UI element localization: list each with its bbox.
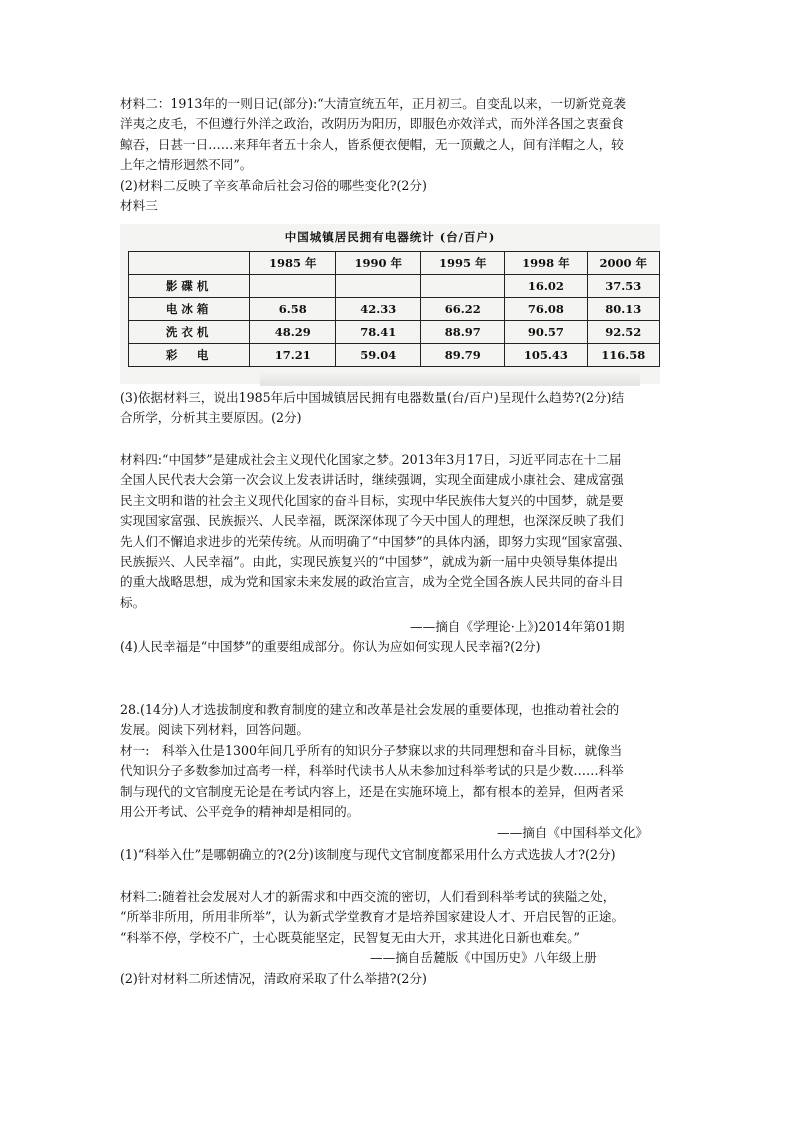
table-cell: 105.43: [505, 344, 587, 367]
text-line: “科举不停，学校不广，士心既莫能坚定，民智复无由大开，求其进化日新也难矣。”: [120, 929, 580, 945]
table-cell: 90.57: [505, 321, 587, 344]
table-row: [129, 275, 660, 298]
row-label: 电冰箱: [129, 298, 250, 321]
text-line: 制与现代的文官制度无论是在考试内容上，还是在实施环境上，都有根本的差异，但两者采: [120, 783, 624, 799]
text-line: 材一: 科举入仕是1300年间几乎所有的知识分子梦寐以求的共同理想和奋斗目标，就像当: [120, 742, 623, 758]
text-line: 民族振兴、人民幸福”。由此，实现民族复兴的“中国梦”，就成为新一届中央领导集体提出: [120, 554, 618, 570]
appliance-table: [128, 251, 660, 367]
row-label: 影碟机: [129, 275, 250, 298]
table-cell: 89.79: [421, 344, 505, 367]
text-line: (4)人民幸福是“中国梦”的重要组成部分。你认为应如何实现人民幸福?(2分): [120, 639, 541, 654]
text-line: 用公开考试、公平竞争的精神却是相同的。: [120, 804, 360, 820]
header-cell: 1995 年: [421, 252, 505, 275]
text-line: 材料二:随着社会发展对人才的新需求和中西交流的密切，人们看到科举考试的狭隘之处，: [120, 889, 616, 904]
text-line: 洋夷之皮毛，不但遵行外洋之政治，改阴历为阳历，即服色亦效洋式，而外洋各国之衷蚕食: [120, 116, 624, 132]
text-line: 代知识分子多数参加过高考一样，科举时代读书人从未参加过科举考试的只是少数……科举: [120, 763, 624, 779]
material-two-text: [120, 94, 676, 216]
header-cell: 1998 年: [505, 252, 587, 275]
table-cell: 80.13: [587, 298, 659, 321]
table-cell: 48.29: [250, 321, 336, 344]
row-label: 洗衣机: [129, 321, 250, 344]
table-cell: 116.58: [587, 344, 659, 367]
table-title: 中国城镇居民拥有电器统计 (台/百户): [284, 230, 496, 244]
table-cell: 66.22: [421, 298, 505, 321]
table-cell: 78.41: [336, 321, 421, 344]
q28-source-2: ——摘自岳麓版《中国历史》八年级上册: [370, 950, 597, 965]
table-row: [129, 321, 660, 344]
text-line: 的重大战略思想，成为党和国家未来发展的政治宣言，成为全党全国各族人民共同的奋斗目: [120, 574, 624, 590]
table-cell: [336, 275, 421, 298]
table-row: [129, 344, 660, 367]
text-line: (3)依据材料三，说出1985年后中国城镇居民拥有电器数量(台/百户)呈现什么趋势?(2分)结: [120, 390, 625, 405]
table-cell: 16.02: [505, 275, 587, 298]
text-line: 实现国家富强、民族振兴、人民幸福，既深深体现了今天中国人的理想，也深深反映了我们: [120, 513, 624, 529]
q28-question-2: [120, 969, 676, 989]
material-three-label: 材料三: [120, 198, 158, 214]
table-cell: 6.58: [250, 298, 336, 321]
text-line: (1)“科举入仕”是哪朝确立的?(2分)该制度与现代文官制度都采用什么方式选拔人才?(2分): [120, 847, 616, 862]
table-cell: 37.53: [587, 275, 659, 298]
scan-cut-edge: [260, 372, 640, 386]
table-cell: [250, 275, 336, 298]
q28-source-1: ——摘自《中国科举文化》: [497, 825, 649, 840]
text-line: 28.(14分)人才选拔制度和教育制度的建立和改革是社会发展的重要体现，也推动着社会的: [120, 702, 620, 717]
header-cell: [129, 252, 250, 275]
table-cell: 59.04: [336, 344, 421, 367]
appliance-statistics-table-image: [120, 224, 660, 384]
text-line: 材料二：1913年的一则日记(部分):“大清宣统五年，正月初三。自变乱以来，一切新党竟袭: [120, 96, 626, 111]
header-cell: 1985 年: [250, 252, 336, 275]
table-header-row: [129, 252, 660, 275]
question-4: [120, 637, 676, 657]
table-cell: [421, 275, 505, 298]
q28-material-two: [120, 887, 676, 948]
text-line: 民主文明和谐的社会主义现代化国家的奋斗目标，实现中华民族伟大复兴的中国梦，就是要: [120, 492, 624, 508]
text-line: 标。: [120, 594, 146, 610]
text-line: 材料四:“中国梦”是建成社会主义现代化国家之梦。2013年3月17日，习近平同志在十二届: [120, 452, 622, 467]
text-line: 先人们不懈追求进步的光荣传统。从而明确了“中国梦”的具体内涵，即努力实现“国家富强、: [120, 533, 631, 549]
table-cell: 92.52: [587, 321, 659, 344]
header-cell: 2000 年: [587, 252, 659, 275]
header-cell: 1990 年: [336, 252, 421, 275]
question-2: (2)材料二反映了辛亥革命后社会习俗的哪些变化?(2分): [120, 177, 427, 193]
table-cell: 42.33: [336, 298, 421, 321]
text-line: “所举非所用，所用非所举”，认为新式学堂教育才是培养国家建设人才、开启民智的正途。: [120, 909, 625, 925]
text-line: 上年之情形迥然不同”。: [120, 157, 253, 173]
material-four-text: [120, 450, 676, 613]
question-28: [120, 700, 676, 822]
table-cell: 17.21: [250, 344, 336, 367]
text-line: 发展。阅读下列材料，回答问题。: [120, 722, 309, 738]
q28-question-1: [120, 845, 676, 865]
row-label: 彩 电: [129, 344, 250, 367]
question-3: [120, 388, 676, 429]
text-line: 全国人民代表大会第一次会议上发表讲话时，继续强调，实现全面建成小康社会、建成富强: [120, 472, 624, 488]
table-cell: 76.08: [505, 298, 587, 321]
text-line: (2)针对材料二所述情况，清政府采取了什么举措?(2分): [120, 971, 427, 986]
text-line: 合所学，分析其主要原因。(2分): [120, 410, 302, 426]
material-four-source: ——摘自《学理论·上》)2014年第01期: [410, 619, 625, 634]
text-line: 鲸吞，日甚一日……来拜年者五十余人，皆系便衣便帽，无一顶戴之人，间有洋帽之人，较: [120, 136, 624, 152]
table-row: [129, 298, 660, 321]
table-cell: 88.97: [421, 321, 505, 344]
